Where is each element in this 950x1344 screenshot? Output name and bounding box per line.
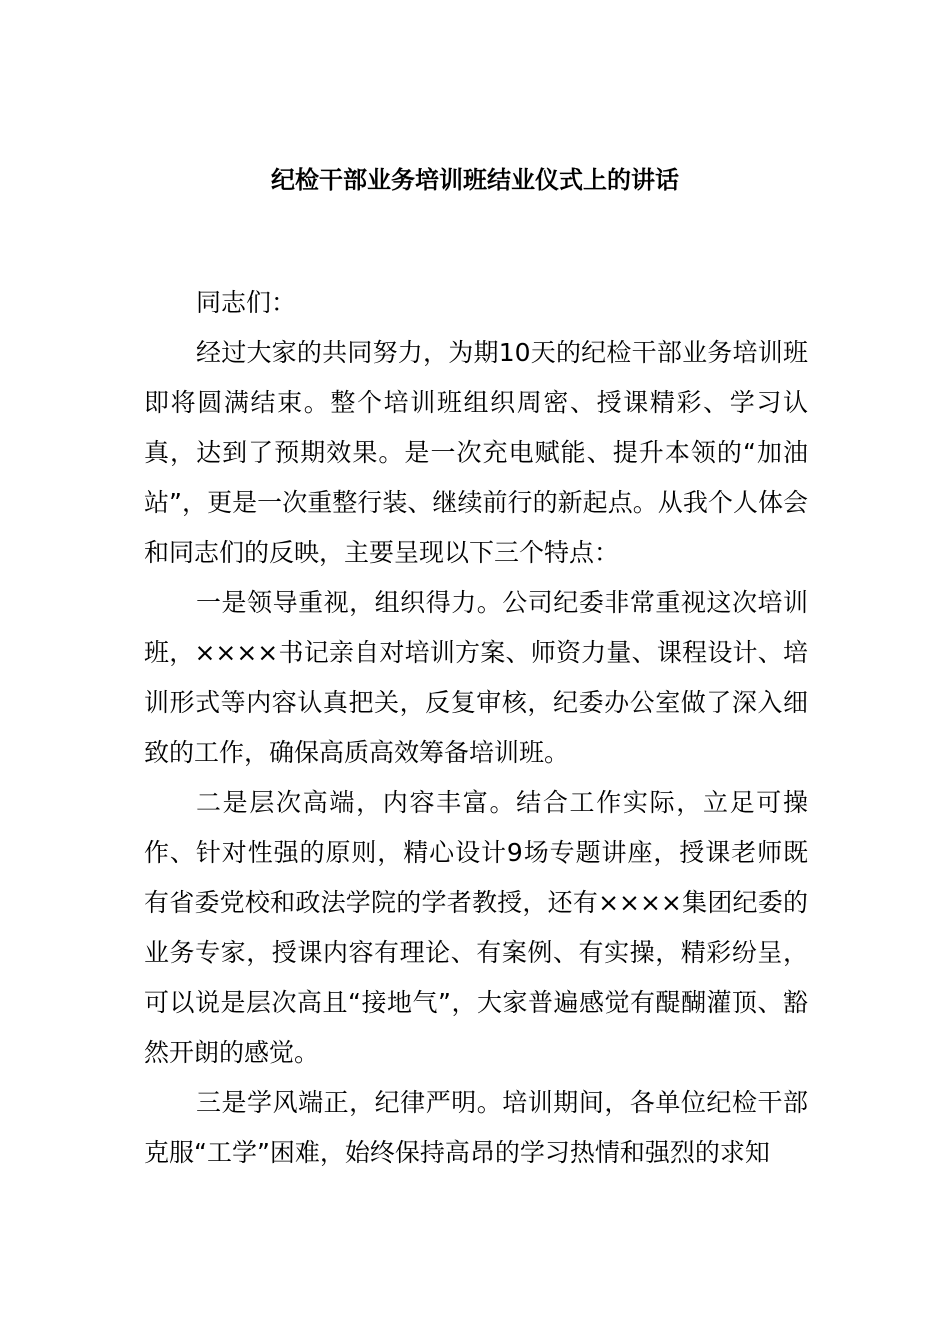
- intro-paragraph: 经过大家的共同努力，为期10天的纪检干部业务培训班即将圆满结束。整个培训班组织周密、授课精彩、学习认真，达到了预期效果。是一次充电赋能、提升本领的“加油站”，更是一次重整行装、继续前行的新起点。从我个人体会和同志们的反映，主要呈现以下三个特点：: [144, 338, 808, 567]
- point-two-paragraph: 二是层次高端，内容丰富。结合工作实际，立足可操作、针对性强的原则，精心设计9场专题讲座，授课老师既有省委党校和政法学院的学者教授，还有××××集团纪委的业务专家，授课内容有理论、有案例、有实操，精彩纷呈，可以说是层次高且“接地气”，大家普遍感觉有醍醐灌顶、豁然开朗的感觉。: [144, 788, 808, 1067]
- document-body: [144, 278, 808, 1178]
- point-one-paragraph: 一是领导重视，组织得力。公司纪委非常重视这次培训班，××××书记亲自对培训方案、师资力量、课程设计、培训形式等内容认真把关，反复审核，纪委办公室做了深入细致的工作，确保高质高效筹备培训班。: [144, 588, 808, 767]
- point-three-paragraph: 三是学风端正，纪律严明。培训期间，各单位纪检干部克服“工学”困难，始终保持高昂的学习热情和强烈的求知: [144, 1088, 808, 1167]
- document-title: 纪检干部业务培训班结业仪式上的讲话: [271, 166, 679, 194]
- greeting-paragraph: 同志们：: [196, 288, 297, 317]
